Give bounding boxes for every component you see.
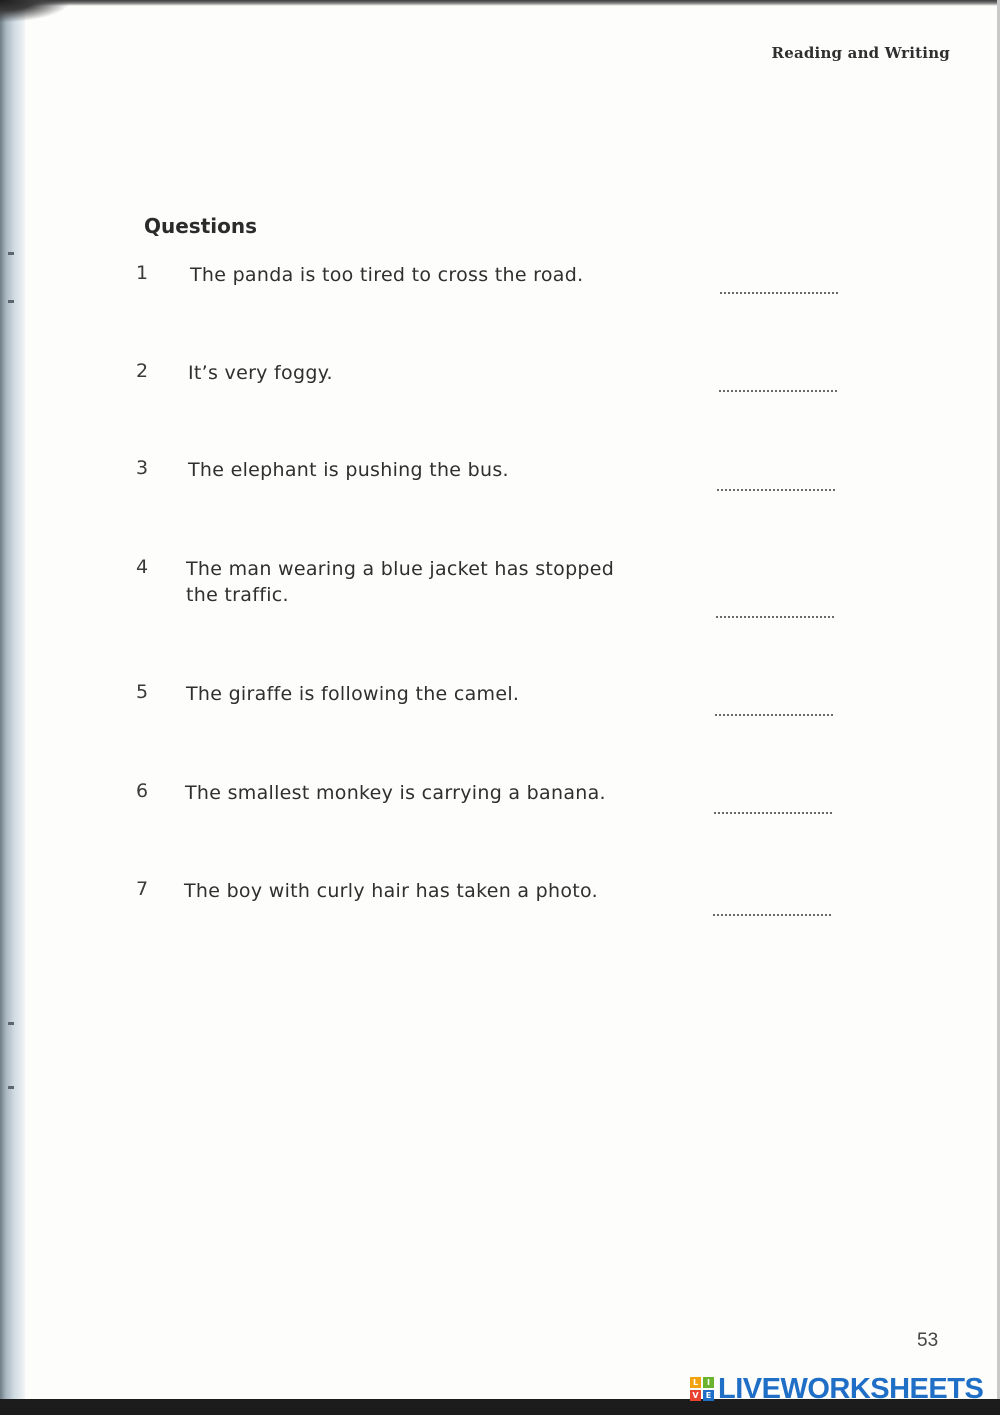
logo-letter: I (703, 1377, 714, 1388)
corner-shadow (0, 0, 70, 22)
answer-input[interactable] (713, 892, 831, 916)
question-text: It’s very foggy. (188, 362, 333, 384)
running-header: Reading and Writing (771, 44, 950, 62)
question-text: The man wearing a blue jacket has stopped the traffic. (186, 558, 615, 606)
question-number: 4 (136, 556, 149, 578)
section-title: Questions (144, 214, 258, 238)
spine-mark (8, 252, 14, 255)
page-spine-shadow (0, 0, 26, 1415)
page-number: 53 (917, 1330, 939, 1351)
question-number: 2 (136, 360, 149, 382)
logo-letter: E (703, 1390, 714, 1401)
answer-input[interactable] (714, 790, 832, 814)
question-text: The elephant is pushing the bus. (188, 459, 509, 481)
answer-input[interactable] (720, 270, 838, 294)
answer-input[interactable] (719, 368, 837, 392)
question-text: The smallest monkey is carrying a banana. (185, 782, 606, 804)
question-text: The panda is too tired to cross the road. (190, 264, 584, 286)
liveworksheets-icon (690, 1377, 714, 1401)
logo-letter: V (690, 1390, 701, 1401)
spine-mark (8, 300, 14, 303)
question-number: 6 (136, 780, 149, 802)
question-text: The giraffe is following the camel. (186, 683, 520, 705)
question-text: The boy with curly hair has taken a photo. (184, 880, 598, 902)
answer-input[interactable] (717, 467, 835, 491)
logo-letter: L (690, 1377, 701, 1388)
liveworksheets-logo[interactable] (690, 1372, 983, 1406)
question-number: 5 (136, 681, 149, 703)
page-top-edge (0, 0, 1000, 6)
question-number: 3 (136, 457, 149, 479)
answer-input[interactable] (716, 594, 834, 618)
brand-name: LIVEWORKSHEETS (718, 1372, 984, 1405)
answer-input[interactable] (715, 692, 833, 716)
question-number: 7 (136, 878, 149, 900)
spine-mark (8, 1086, 14, 1089)
spine-mark (8, 1022, 14, 1025)
question-number: 1 (136, 262, 149, 284)
